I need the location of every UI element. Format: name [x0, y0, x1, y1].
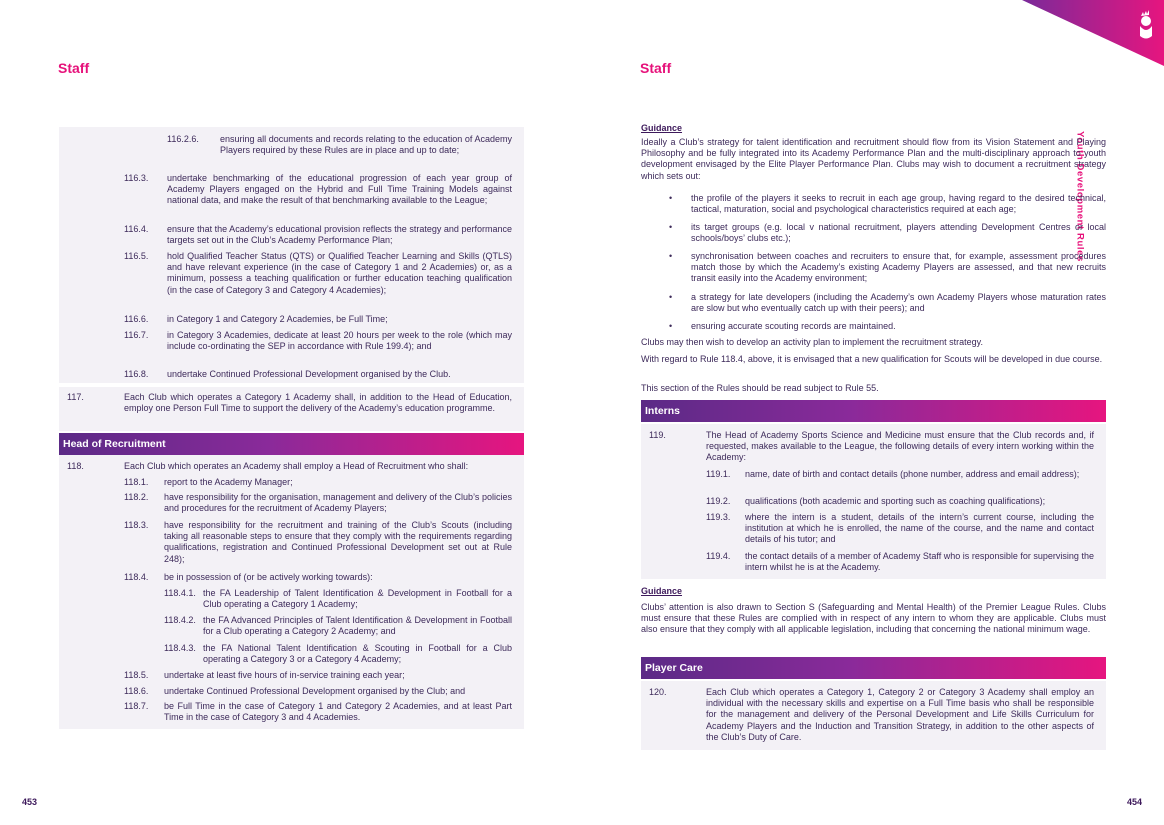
page-heading: Staff: [640, 60, 672, 76]
item-number: 118.7.: [124, 701, 149, 711]
rule-text: The Head of Academy Sports Science and Medicine must ensure that the Club records and, if requested, makes available to the League, the following details of every intern working within the Academy:: [706, 430, 1094, 463]
page-number: 454: [1126, 797, 1142, 807]
item-number: 118.4.1.: [164, 588, 196, 598]
item-number: 116.7.: [124, 330, 149, 340]
paragraph: This section of the Rules should be read subject to Rule 55.: [641, 383, 879, 393]
lion-crest-icon: [994, 0, 1164, 70]
item-text: be in possession of (or be actively working towards):: [164, 572, 373, 582]
bullet-dot: •: [669, 222, 673, 232]
rule-number: 120.: [649, 687, 667, 697]
item-text: undertake Continued Professional Development organised by the Club; and: [164, 686, 466, 696]
item-number: 118.4.3.: [164, 643, 196, 653]
item-number: 118.2.: [124, 492, 149, 502]
section-header-player-care: Player Care: [641, 657, 1106, 679]
item-text: ensuring all documents and records relating to the education of Academy Players required by these Rules are in place and up to date;: [220, 134, 512, 156]
item-text: undertake at least five hours of in-service training each year;: [164, 670, 405, 680]
side-title: Youth Development Rules: [1074, 131, 1086, 262]
guidance-label: Guidance: [641, 123, 683, 133]
paragraph: Clubs may then wish to develop an activity plan to implement the recruitment strategy.: [641, 337, 983, 347]
item-text: have responsibility for the organisation, management and delivery of the Club’s policies and procedures for the recruitment of Academy Players;: [164, 492, 512, 514]
bullet-text: ensuring accurate scouting records are maintained.: [691, 321, 896, 331]
item-text: the FA Advanced Principles of Talent Identification & Development in Football for a Club operating a Category 2 Academy; and: [203, 615, 512, 637]
item-text: qualifications (both academic and sporting such as coaching qualifications);: [745, 496, 1046, 506]
bullet-dot: •: [669, 193, 673, 203]
item-text: the FA National Talent Identification & Scouting in Football for a Club operating a Category 3 or a Category 4 Academy;: [203, 643, 512, 665]
guidance-text: Clubs’ attention is also drawn to Section S (Safeguarding and Mental Health) of the Premier League Rules. Clubs must ensure that these Rules are complied with in respect of any intern to whom they are applicable. Clubs must also ensure that they comply with all applicable legislation, including that concerning the national minimum wage.: [641, 602, 1106, 635]
bullet-text: its target groups (e.g. local v national recruitment, players attending Development Centres or local schools/boys’ clubs etc.);: [691, 222, 1106, 244]
rule-text: Each Club which operates a Category 1 Academy shall, in addition to the Head of Education, employ one Person Full Time to support the delivery of the Academy’s education programme.: [124, 392, 512, 414]
item-number: 116.8.: [124, 369, 149, 379]
item-text: be Full Time in the case of Category 1 and Category 2 Academies, and at least Part Time in the case of Category 3 and 4 Academies.: [164, 701, 512, 723]
right-page: [582, 0, 1164, 825]
item-text: the contact details of a member of Academy Staff who is responsible for supervising the intern whilst he is at the Academy.: [745, 551, 1094, 573]
item-text: undertake benchmarking of the educational progression of each year group of Academy Players engaged on the Hybrid and Full Time Training Models against national data, and make the result of that benchmarking available to the League;: [167, 173, 512, 206]
paragraph: With regard to Rule 118.4, above, it is envisaged that a new qualification for Scouts will be developed in due course.: [641, 354, 1103, 364]
item-number: 119.1.: [706, 469, 731, 479]
rule-number: 119.: [649, 430, 666, 440]
item-number: 116.3.: [124, 173, 149, 183]
page-number: 453: [22, 797, 38, 807]
item-number: 116.4.: [124, 224, 149, 234]
item-text: where the intern is a student, details of the intern’s current course, including the institution at which he is enrolled, the name of the course, and the name and contact details of his tutor; and: [745, 512, 1094, 545]
bullet-dot: •: [669, 251, 673, 261]
item-number: 116.2.6.: [167, 134, 199, 144]
item-number: 118.4.2.: [164, 615, 196, 625]
item-text: the FA Leadership of Talent Identification & Development in Football for a Club operating a Category 1 Academy;: [203, 588, 512, 610]
rule-text: Each Club which operates an Academy shall employ a Head of Recruitment who shall:: [124, 461, 469, 471]
item-number: 116.5.: [124, 251, 149, 261]
item-text: in Category 3 Academies, dedicate at least 20 hours per week to the role (which may include co-ordinating the SEP in accordance with Rule 199.4); and: [167, 330, 512, 352]
item-number: 118.6.: [124, 686, 149, 696]
item-text: undertake Continued Professional Development organised by the Club.: [167, 369, 451, 379]
rule-number: 118.: [67, 461, 84, 471]
guidance-label: Guidance: [641, 586, 683, 596]
item-number: 119.2.: [706, 496, 731, 506]
item-text: in Category 1 and Category 2 Academies, be Full Time;: [167, 314, 388, 324]
item-number: 118.5.: [124, 670, 149, 680]
item-number: 119.3.: [706, 512, 731, 522]
item-number: 118.3.: [124, 520, 149, 530]
item-text: name, date of birth and contact details (phone number, address and email address);: [745, 469, 1080, 479]
item-text: report to the Academy Manager;: [164, 477, 293, 487]
guidance-text: Ideally a Club’s strategy for talent identification and recruitment should flow from its Vision Statement and Playing Philosophy and be fully integrated into its Academy Performance Plan and the multi-disciplinary approach to youth development envisaged by the Elite Player Performance Plan. Clubs may wish to document a recruitment strategy which sets out:: [641, 137, 1106, 181]
bullet-dot: •: [669, 292, 673, 302]
rule-text: Each Club which operates a Category 1, Category 2 or Category 3 Academy shall employ an individual with the necessary skills and expertise on a Full Time basis who shall be responsible for the management and delivery of the Personal Development and Life Skills Curriculum for Academy Players and the Induction and Transition Strategy, in addition to the other aspects of the Club’s Duty of Care.: [706, 687, 1094, 742]
page-heading: Staff: [58, 60, 90, 76]
item-number: 119.4.: [706, 551, 731, 561]
section-header-head-of-recruitment: Head of Recruitment: [59, 433, 524, 455]
bullet-text: the profile of the players it seeks to recruit in each age group, having regard to the desired technical, tactical, maturation, social and psychological characteristics required at each age;: [691, 193, 1106, 215]
bullet-text: synchronisation between coaches and recruiters to ensure that, for example, assessment procedures match those by which the Academy’s existing Academy Players are assessed, and that new recruits transit easily into the Academy environment;: [691, 251, 1106, 284]
bullet-text: a strategy for late developers (including the Academy’s own Academy Players whose maturation rates are slow but who eventually catch up with their peers); and: [691, 292, 1106, 314]
bullet-dot: •: [669, 321, 673, 331]
item-number: 118.4.: [124, 572, 149, 582]
section-header-interns: Interns: [641, 400, 1106, 422]
item-text: have responsibility for the recruitment and training of the Club’s Scouts (including taking all reasonable steps to ensure that they comply with the requirements regarding qualifications, registration and Continued Professional Development set out at Rule 248);: [164, 520, 512, 564]
item-number: 118.1.: [124, 477, 149, 487]
item-text: hold Qualified Teacher Status (QTS) or Qualified Teacher Learning and Skills (QTLS) and have relevant experience (in the case of Category 1 and 2 Academies) or, as a minimum, possess a teaching qualification or further education teaching qualification (in the case of Category 3 and Category 4 Academies);: [167, 251, 512, 295]
item-number: 116.6.: [124, 314, 149, 324]
item-text: ensure that the Academy’s educational provision reflects the strategy and performance targets set out in the Club’s Academy Performance Plan;: [167, 224, 512, 246]
rule-number: 117.: [67, 392, 84, 402]
